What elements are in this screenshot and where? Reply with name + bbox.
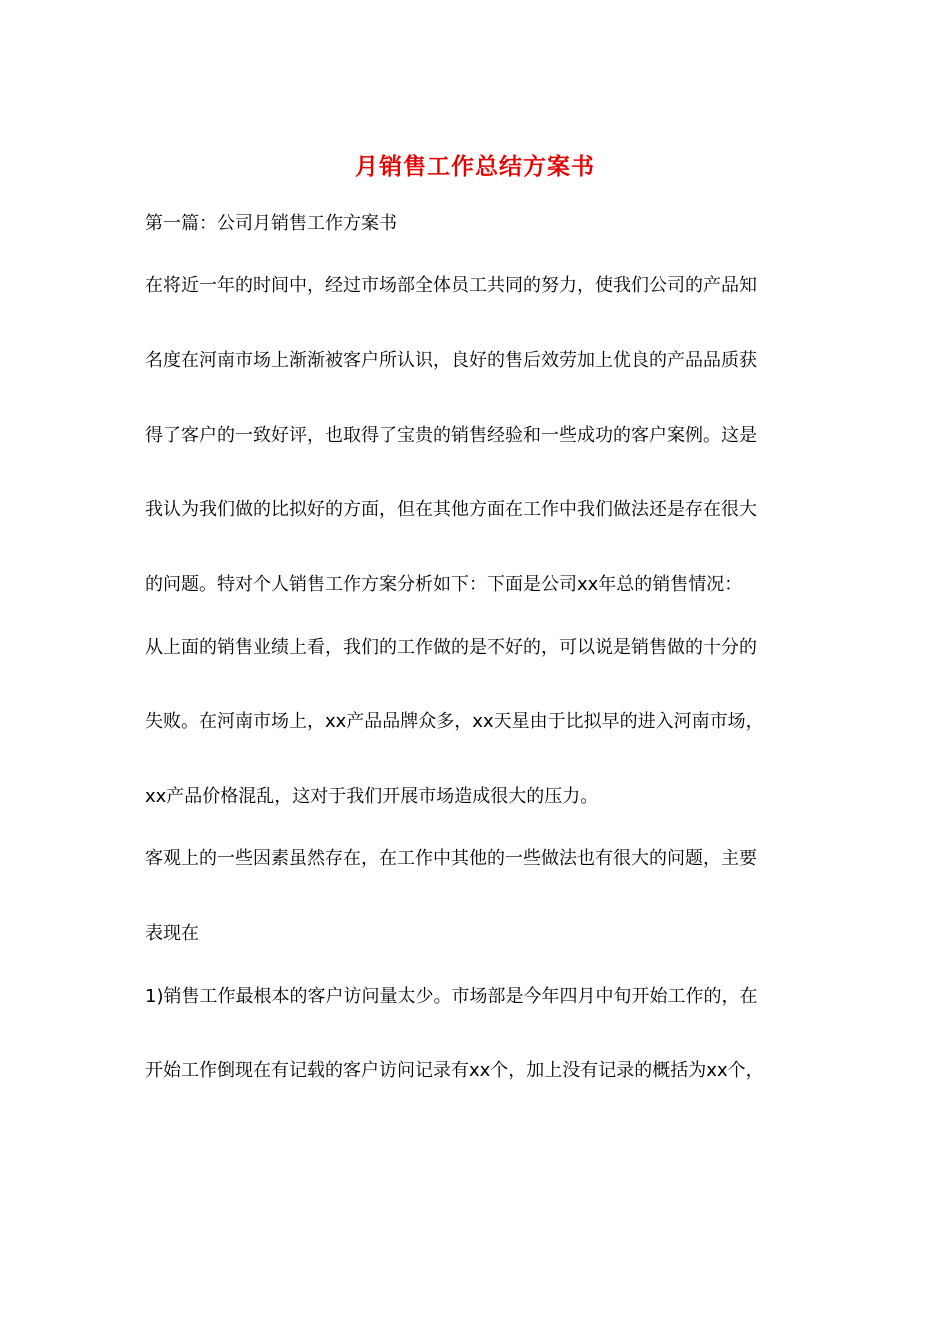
body-line: 1)销售工作最根本的客户访问量太少。市场部是今年四月中旬开始工作的，在 bbox=[145, 986, 758, 1007]
body-line: xx产品价格混乱，这对于我们开展市场造成很大的压力。 bbox=[145, 786, 599, 807]
body-line: 我认为我们做的比拟好的方面，但在其他方面在工作中我们做法还是存在很大 bbox=[145, 499, 757, 520]
body-line: 从上面的销售业绩上看，我们的工作做的是不好的，可以说是销售做的十分的 bbox=[145, 637, 757, 658]
section-heading: 第一篇：公司月销售工作方案书 bbox=[145, 213, 397, 234]
body-line: 名度在河南市场上渐渐被客户所认识，良好的售后效劳加上优良的产品品质获 bbox=[145, 350, 757, 371]
body-line: 客观上的一些因素虽然存在，在工作中其他的一些做法也有很大的问题，主要 bbox=[145, 848, 757, 869]
document-title: 月销售工作总结方案书 bbox=[355, 153, 595, 180]
body-line: 得了客户的一致好评，也取得了宝贵的销售经验和一些成功的客户案例。这是 bbox=[145, 425, 757, 446]
body-line: 开始工作倒现在有记载的客户访问记录有xx个，加上没有记录的概括为xx个， bbox=[145, 1060, 764, 1081]
body-line: 失败。在河南市场上，xx产品品牌众多，xx天星由于比拟早的进入河南市场， bbox=[145, 711, 764, 732]
body-line: 的问题。特对个人销售工作方案分析如下：下面是公司xx年总的销售情况： bbox=[145, 574, 743, 595]
body-line: 在将近一年的时间中，经过市场部全体员工共同的努力，使我们公司的产品知 bbox=[145, 275, 757, 296]
body-line: 表现在 bbox=[145, 923, 199, 944]
